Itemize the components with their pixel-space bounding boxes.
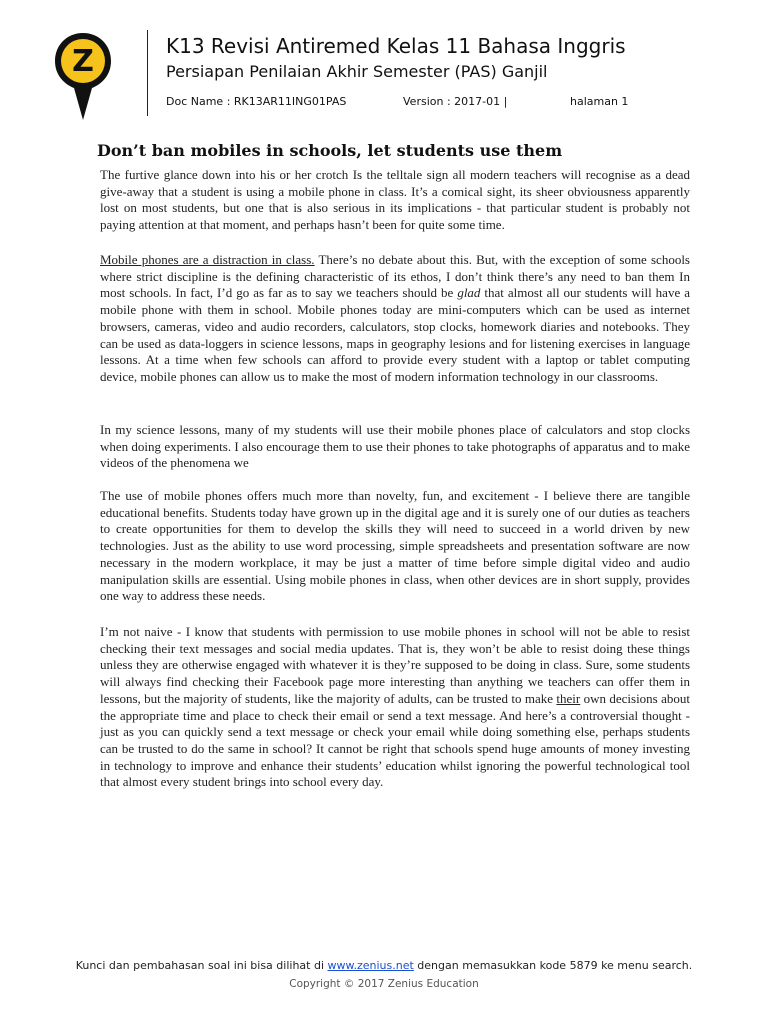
footer-text-before: Kunci dan pembahasan soal ini bisa dilihat di (75, 959, 328, 972)
doc-name: Doc Name : RK13AR11ING01PAS (166, 95, 347, 108)
logo-letter: Z (72, 44, 94, 79)
paragraph-2-emphasis: glad (457, 285, 481, 301)
document-subtitle: Persiapan Penilaian Akhir Semester (PAS) Ganjil (166, 62, 548, 81)
footer-note (0, 959, 768, 972)
paragraph-2 (100, 252, 690, 386)
paragraph-5 (100, 624, 690, 791)
paragraph-2-text-a: There’s no debate about this. But, with the exception of some schools where strict discipline is the defining characteristic of its ethos, I don’t think there’s any need to ban them In most schools. In fact, I’d go as far as to say we teachers should be (100, 252, 690, 301)
copyright: Copyright © 2017 Zenius Education (289, 978, 479, 990)
paragraph-4: The use of mobile phones offers much more than novelty, fun, and excitement - I believe there are tangible educational benefits. Students today have grown up in the digital age and it is surely one of our duties as teachers to create opportunities for them to develop the skills they will need to succeed in a world driven by new technologies. Just as the ability to use word processing, simple spreadsheets and presentation software are now necessary in the modern workplace, it may be just a matter of time before simple digital video and audio manipulation skills are essential. Using mobile phones in class, when other devices are in short supply, provides one way to address these needs. (100, 488, 690, 604)
paragraph-3: In my science lessons, many of my students will use their mobile phones place of calculators and stop clocks when doing experiments. I also encourage them to use their phones to take photographs of apparatus and to make videos of the phenomena we (100, 422, 690, 471)
footer-text-after: dengan memasukkan kode 5879 ke menu search. (413, 959, 693, 972)
paragraph-5-underline: their (556, 690, 581, 706)
doc-version: Version : 2017-01 | (403, 95, 508, 108)
page-number: halaman 1 (570, 95, 629, 108)
zenius-logo (52, 30, 114, 122)
paragraph-2-text-b: that almost all our students will have a mobile phone with them in school. Mobile phones today are mini-computers which can be used as internet browsers, cameras, video and audio recorders, calculators, stop clocks, homework diaries and notebooks. They can be used as data-loggers in science lessons, maps in geography lesions and for listening exercises in language lessons. At a time when few schools can afford to provide every student with a laptop or tablet computing device, mobile phones can allow us to make the most of modern information technology in our classrooms. (100, 285, 690, 384)
paragraph-5-text-b: own decisions about the appropriate time and place to check their email or send a text message. And here’s a controversial thought - just as you can quickly send a text message or check your email while doing something else, perhaps students can be trusted to do the same in school? It cannot be right that schools spend huge amounts of money investing in technology to improve and enhance their students’ education whilst ignoring the powerful technological tool that almost every student brings into school every day. (100, 690, 690, 790)
article-title: Don’t ban mobiles in schools, let students use them (97, 141, 563, 160)
zenius-link[interactable]: www.zenius.net (327, 959, 414, 972)
paragraph-2-lead: Mobile phones are a distraction in class. (100, 252, 315, 267)
header-divider (147, 30, 148, 116)
paragraph-1: The furtive glance down into his or her crotch Is the telltale sign all modern teachers will recognise as a dead give-away that a student is using a mobile phone in class. It’s a comical sight, its sheer obviousness apparently lost on most students, but one that is also serious in its implications - that particular student is probably not paying attention at that moment, and perhaps hasn’t been for quite some time. (100, 167, 690, 233)
paragraph-5-text-a: I’m not naive - I know that students with permission to use mobile phones in school will not be able to resist checking their text messages and social media updates. That is, they won’t be able to resist doing these things unless they are otherwise engaged with whatever it is they’re supposed to be doing in class. Sure, some students will always find checking their Facebook page more interesting than anything we teachers can offer them in lessons, but the majority of students, like the majority of adults, can be trusted to make (100, 624, 690, 706)
document-title: K13 Revisi Antiremed Kelas 11 Bahasa Inggris (166, 34, 626, 58)
